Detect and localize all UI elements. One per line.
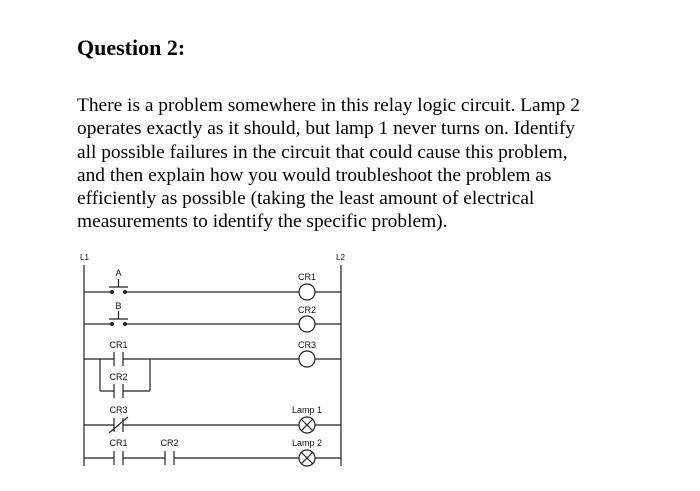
label-coil-cr1: CR1	[297, 272, 317, 282]
rail-label-l2: L2	[336, 253, 345, 262]
question-line: and then explain how you would troubleshoot the problem as	[77, 164, 552, 186]
contact-cr2-seal	[114, 384, 123, 398]
question-line: measurements to identify the specific problem).	[77, 211, 448, 233]
label-contact-cr1-lamp2: CR1	[109, 438, 128, 448]
label-contact-b: B	[115, 301, 122, 311]
label-contact-a: A	[115, 268, 122, 278]
question-line: operates exactly as it should, but lamp 1 never turns on. Identify	[77, 118, 576, 140]
coil-cr3	[299, 351, 315, 367]
question-line: There is a problem somewhere in this relay logic circuit. Lamp 2	[77, 95, 580, 116]
question-title: Question 2:	[77, 35, 186, 60]
label-lamp-2: Lamp 2	[291, 438, 323, 448]
contact-cr1-lamp2	[114, 451, 123, 465]
question-line: efficiently as possible (taking the least amount of electrical	[77, 188, 535, 210]
label-contact-cr1-seal: CR1	[109, 340, 128, 350]
lamp-2-icon	[299, 450, 315, 466]
label-lamp-1: Lamp 1	[291, 405, 323, 415]
label-contact-cr2-lamp2: CR2	[160, 438, 179, 448]
label-coil-cr2: CR2	[297, 305, 317, 315]
pushbutton-b	[109, 311, 128, 325]
contact-cr2-lamp2	[165, 451, 174, 465]
contact-cr1-seal	[114, 352, 123, 366]
pushbutton-a	[109, 279, 128, 293]
label-contact-cr2-seal: CR2	[109, 372, 128, 382]
label-contact-cr3: CR3	[109, 405, 128, 415]
coil-cr2	[299, 316, 315, 332]
question-line: all possible failures in the circuit that could cause this problem,	[77, 141, 568, 163]
coil-cr1	[299, 284, 315, 300]
label-coil-cr3: CR3	[297, 340, 317, 350]
lamp-1-icon	[299, 417, 315, 433]
rail-label-l1: L1	[80, 253, 89, 262]
